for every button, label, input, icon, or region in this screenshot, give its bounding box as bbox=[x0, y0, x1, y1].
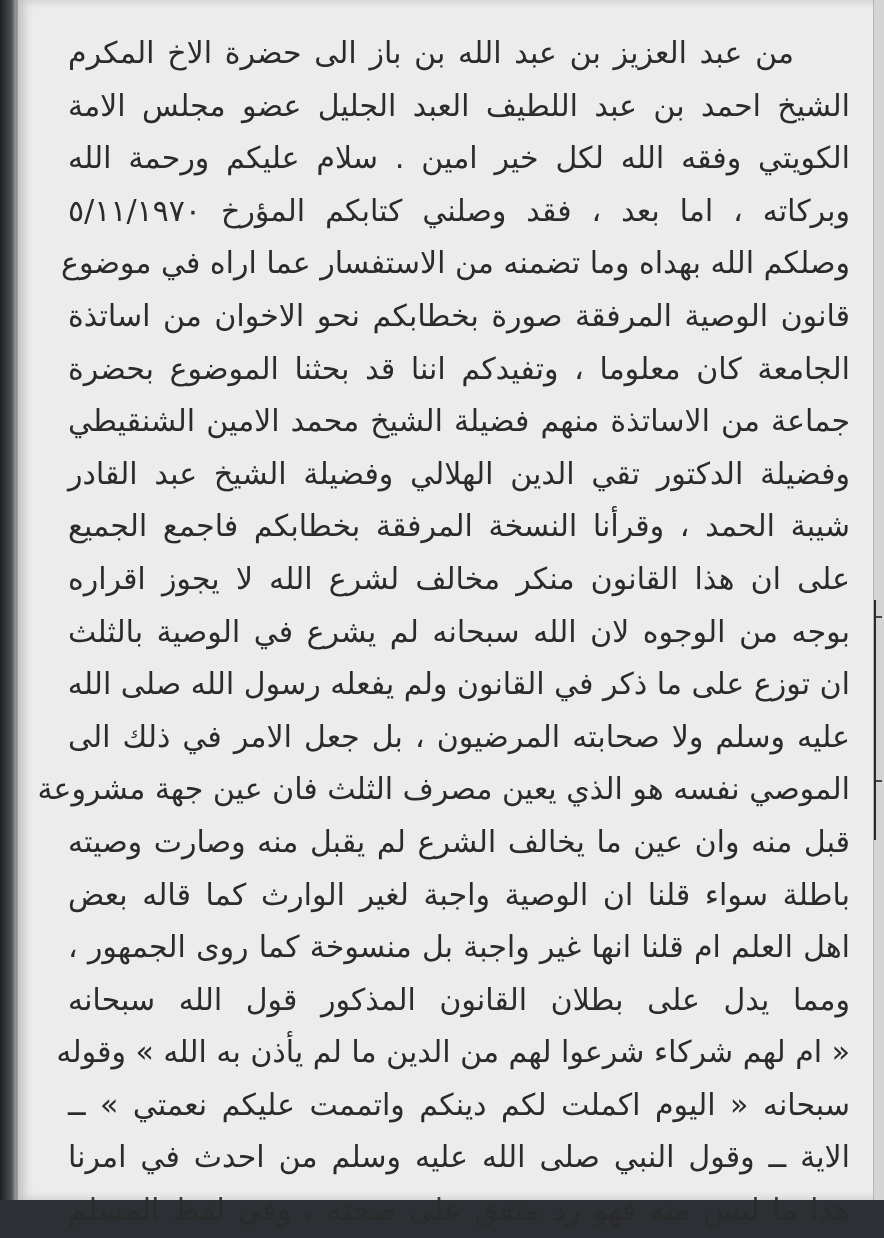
left-shadow-edge bbox=[0, 0, 16, 1200]
letter-line: الشيخ احمد بن عبد اللطيف العبد الجليل عضو مجلس الامة bbox=[68, 88, 850, 124]
ruler-mark bbox=[876, 780, 882, 782]
right-margin-ruler bbox=[873, 0, 884, 1200]
letter-line: عليه وسلم ولا صحابته المرضيون ، بل جعل الامر في ذلك الى bbox=[68, 719, 850, 755]
letter-line: شيبة الحمد ، وقرأنا النسخة المرفقة بخطابكم فاجمع الجميع bbox=[68, 509, 850, 545]
letter-line: وبركاته ، اما بعد ، فقد وصلني كتابكم المؤرخ ٥/١١/١٩٧٠ bbox=[68, 193, 850, 229]
letter-line: على ان هذا القانون منكر مخالف لشرع الله لا يجوز اقراره bbox=[68, 561, 850, 597]
letter-line: وفضيلة الدكتور تقي الدين الهلالي وفضيلة الشيخ عبد القادر bbox=[68, 456, 850, 492]
letter-line: سبحانه « اليوم اكملت لكم دينكم واتممت عليكم نعمتي » ــ bbox=[68, 1087, 850, 1123]
letter-body bbox=[37, 28, 850, 1238]
letter-line: الموصي نفسه هو الذي يعين مصرف الثلث فان عين جهة مشروعة bbox=[37, 772, 850, 808]
letter-line: الكويتي وفقه الله لكل خير امين . سلام عليكم ورحمة الله bbox=[68, 141, 850, 177]
letter-line: « ام لهم شركاء شرعوا لهم من الدين ما لم يأذن به الله » وقوله bbox=[56, 1035, 850, 1071]
document-sheet bbox=[18, 0, 876, 1229]
ruler-bracket bbox=[874, 600, 884, 840]
letter-line: ان توزع على ما ذكر في القانون ولم يفعله رسول الله صلى الله bbox=[67, 667, 850, 703]
letter-line: باطلة سواء قلنا ان الوصية واجبة لغير الوارث كما قاله بعض bbox=[68, 877, 850, 913]
letter-line: قانون الوصية المرفقة صورة بخطابكم نحو الاخوان من اساتذة bbox=[68, 298, 850, 334]
letter-line: الجامعة كان معلوما ، وتفيدكم اننا قد بحثنا الموضوع بحضرة bbox=[68, 351, 850, 387]
letter-line: من عبد العزيز بن عبد الله بن باز الى حضرة الاخ المكرم bbox=[68, 36, 794, 71]
letter-line: اهل العلم ام قلنا انها غير واجبة بل منسوخة كما روى الجمهور ، bbox=[68, 930, 850, 966]
letter-line: هذا ما ليس منه فهو رد متفق على صحته ، وفي لفظ المسلم bbox=[68, 1193, 850, 1229]
letter-line: جماعة من الاساتذة منهم فضيلة الشيخ محمد الامين الشنقيطي bbox=[68, 404, 850, 440]
letter-line: الاية ــ وقول النبي صلى الله عليه وسلم من احدث في امرنا bbox=[68, 1140, 850, 1176]
letter-line: ومما يدل على بطلان القانون المذكور قول الله سبحانه bbox=[68, 982, 850, 1018]
letter-line: وصلكم الله بهداه وما تضمنه من الاستفسار عما اراه في موضوع bbox=[61, 246, 850, 282]
ruler-mark bbox=[876, 616, 882, 618]
letter-line: بوجه من الوجوه لان الله سبحانه لم يشرع في الوصية بالثلث bbox=[68, 614, 850, 650]
letter-line: قبل منه وان عين ما يخالف الشرع لم يقبل منه وصارت وصيته bbox=[68, 824, 850, 860]
